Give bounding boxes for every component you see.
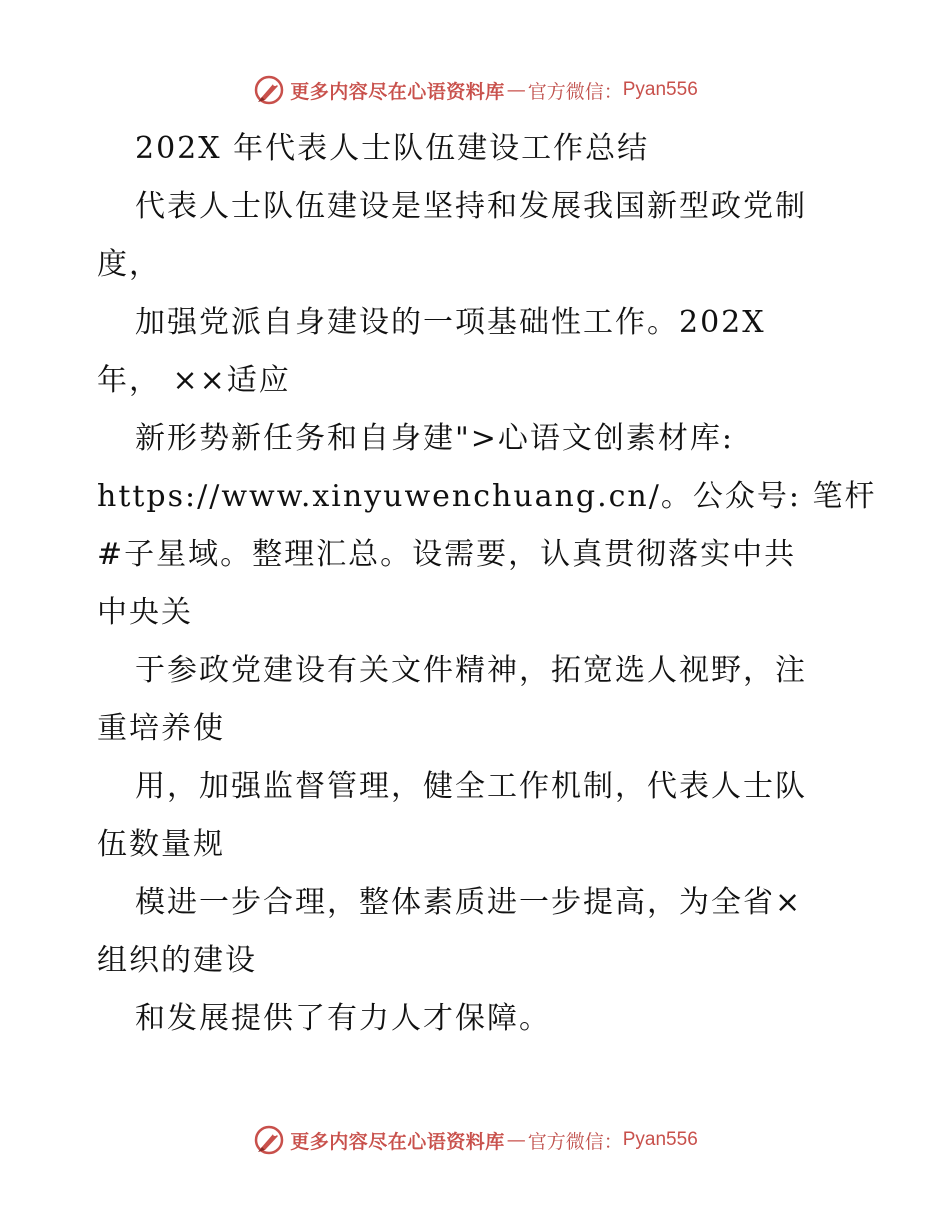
paragraph-line: 代表人士队伍建设是坚持和发展我国新型政党制 (135, 189, 807, 224)
paragraph-line: 年， ××适应 (97, 363, 291, 398)
paragraph-line: 新形势新任务和自身建">心语文创素材库: (135, 421, 735, 456)
banner-wechat-handle: Pyan556 (622, 79, 698, 100)
header-banner (0, 70, 950, 110)
banner-promo-text: 更多内容尽在心语资料库 (290, 1130, 505, 1153)
paragraph-line: 用，加强监督管理，健全工作机制，代表人士队 (135, 769, 807, 804)
paragraph-line: 度， (97, 247, 161, 282)
paragraph-line: 伍数量规 (97, 827, 225, 862)
document-body (97, 120, 877, 1048)
paragraph-line: 中央关 (97, 595, 193, 630)
banner-wechat-label: 官方微信： (527, 1130, 623, 1153)
paragraph-line: 组织的建设 (97, 943, 257, 978)
paragraph-line: 模进一步合理，整体素质进一步提高，为全省× (135, 885, 803, 920)
document-title: 202X 年代表人士队伍建设工作总结 (135, 131, 650, 166)
banner-wechat-handle: Pyan556 (622, 1129, 698, 1150)
banner-wechat-label: 官方微信： (527, 80, 623, 103)
banner-promo-text: 更多内容尽在心语资料库 (290, 80, 505, 103)
banner-dash: — (506, 1129, 526, 1151)
paragraph-line: https://www.xinyuwenchuang.cn/。公众号: 笔杆 (97, 479, 877, 514)
paragraph-line: 加强党派自身建设的一项基础性工作。202X (135, 305, 766, 340)
banner-dash: — (506, 79, 526, 101)
footer-banner (0, 1120, 950, 1160)
paragraph-line: #子星域。整理汇总。设需要，认真贯彻落实中共 (97, 537, 797, 572)
paragraph-line: 重培养使 (97, 711, 225, 746)
pen-logo-icon (252, 1123, 286, 1157)
paragraph-line: 于参政党建设有关文件精神，拓宽选人视野，注 (135, 653, 807, 688)
pen-logo-icon (252, 73, 286, 107)
paragraph-line: 和发展提供了有力人才保障。 (135, 1001, 551, 1036)
